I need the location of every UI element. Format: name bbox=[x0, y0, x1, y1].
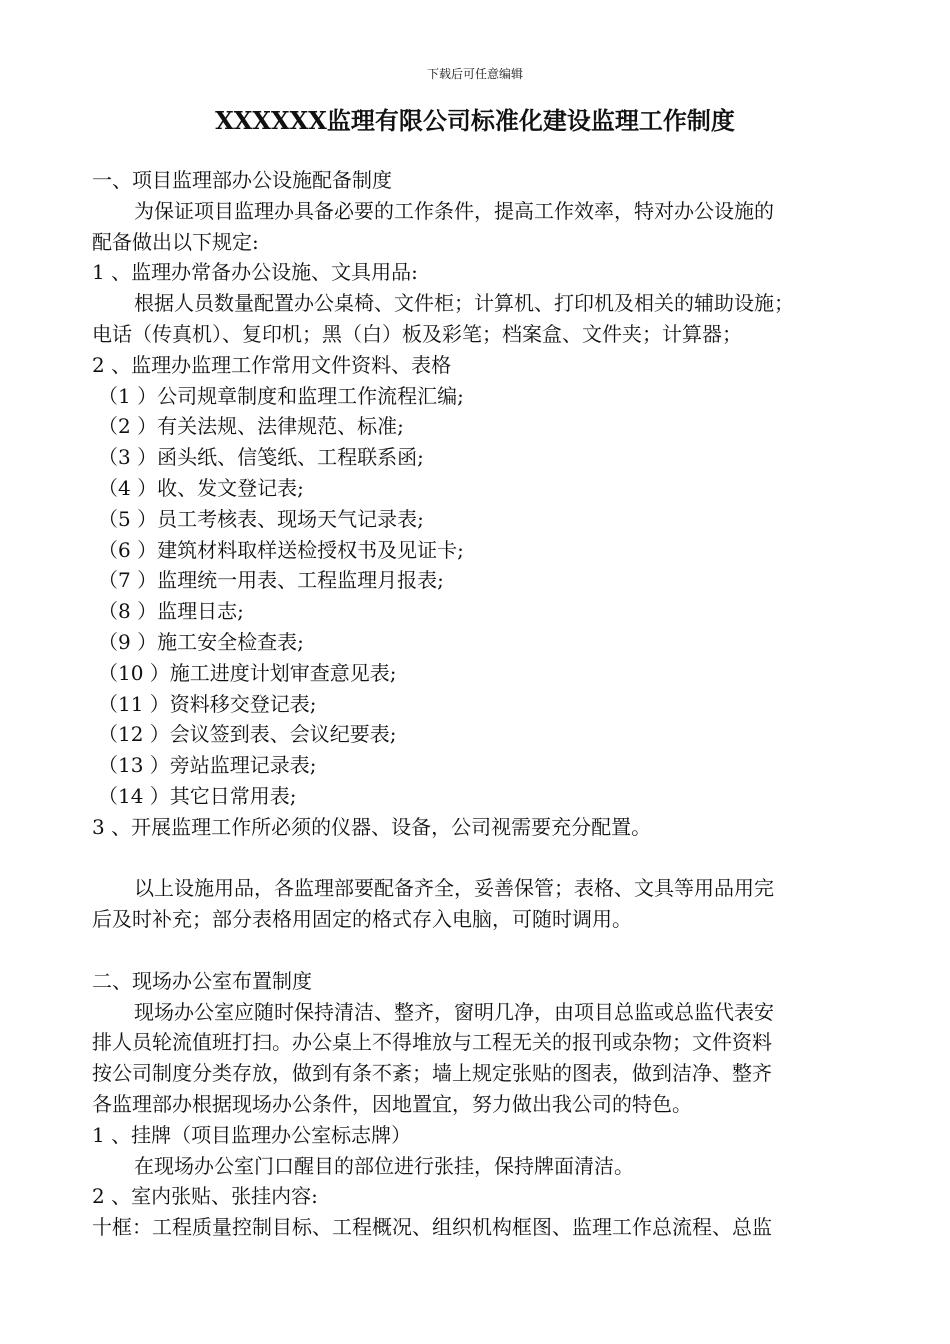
section1-item1-label: 1 、监理办常备办公设施、文具用品: bbox=[92, 260, 418, 285]
section1-closing-line: 后及时补充；部分表格用固定的格式存入电脑，可随时调用。 bbox=[92, 907, 632, 932]
section2-heading: 二、现场办公室布置制度 bbox=[92, 968, 312, 993]
list-item: （4 ）收、发文登记表; bbox=[98, 475, 304, 500]
list-item: （14 ）其它日常用表; bbox=[98, 783, 297, 808]
list-item: （9 ）施工安全检查表; bbox=[98, 629, 304, 654]
section2-intro-line: 现场办公室应随时保持清洁、整齐，窗明几净，由项目总监或总监代表安 bbox=[134, 999, 774, 1024]
document-body bbox=[92, 165, 862, 1243]
section2-item2-label: 2 、室内张贴、张挂内容: bbox=[92, 1184, 318, 1209]
list-item: （12 ）会议签到表、会议纪要表; bbox=[98, 722, 397, 747]
section2-intro-line: 按公司制度分类存放，做到有条不紊；墙上规定张贴的图表，做到洁净、整齐 bbox=[92, 1061, 772, 1086]
section1-item2-label: 2 、监理办监理工作常用文件资料、表格 bbox=[92, 352, 452, 377]
list-item: （8 ）监理日志; bbox=[98, 599, 244, 624]
list-item: （1 ）公司规章制度和监理工作流程汇编; bbox=[98, 383, 464, 408]
section1-closing-line: 以上设施用品，各监理部要配备齐全，妥善保管；表格、文具等用品用完 bbox=[134, 876, 774, 901]
section2-intro-line: 排人员轮流值班打扫。办公桌上不得堆放与工程无关的报刊或杂物；文件资料 bbox=[92, 1030, 772, 1055]
list-item: （13 ）旁站监理记录表; bbox=[98, 753, 317, 778]
section1-heading: 一、项目监理部办公设施配备制度 bbox=[92, 168, 392, 192]
section1-item1-text: 电话（传真机）、复印机；黑（白）板及彩笔；档案盒、文件夹；计算器； bbox=[92, 321, 742, 346]
section2-item1-text: 在现场办公室门口醒目的部位进行张挂，保持牌面清洁。 bbox=[134, 1153, 634, 1178]
blank-line bbox=[92, 935, 862, 966]
header-note: 下载后可任意编辑 bbox=[426, 67, 523, 81]
section2-intro-line: 各监理部办根据现场办公条件，因地置宜，努力做出我公司的特色。 bbox=[92, 1091, 692, 1116]
section1-item3-label: 3 、开展监理工作所必须的仪器、设备，公司视需要充分配置。 bbox=[92, 814, 652, 839]
section2-item2-text: 十框：工程质量控制目标、工程概况、组织机构框图、监理工作总流程、总监 bbox=[92, 1215, 772, 1240]
section2-item1-label: 1 、挂牌（项目监理办公室标志牌） bbox=[92, 1122, 412, 1147]
list-item: （3 ）函头纸、信笺纸、工程联系函; bbox=[98, 445, 424, 470]
section1-intro-line: 为保证项目监理办具备必要的工作条件，提高工作效率，特对办公设施的 bbox=[134, 198, 774, 223]
blank-line bbox=[92, 843, 862, 874]
section1-item1-text: 根据人员数量配置办公桌椅、文件柜；计算机、打印机及相关的辅助设施； bbox=[134, 291, 794, 316]
list-item: （6 ）建筑材料取样送检授权书及见证卡; bbox=[98, 537, 464, 562]
document-title: XXXXXX监理有限公司标准化建设监理工作制度 bbox=[215, 106, 735, 135]
list-item: （11 ）资料移交登记表; bbox=[98, 691, 317, 716]
list-item: （2 ）有关法规、法律规范、标准; bbox=[98, 414, 404, 439]
list-item: （10 ）施工进度计划审查意见表; bbox=[98, 660, 397, 685]
list-item: （7 ）监理统一用表、工程监理月报表; bbox=[98, 568, 444, 593]
list-item: （5 ）员工考核表、现场天气记录表; bbox=[98, 506, 424, 531]
section1-intro-line: 配备做出以下规定: bbox=[92, 229, 259, 254]
